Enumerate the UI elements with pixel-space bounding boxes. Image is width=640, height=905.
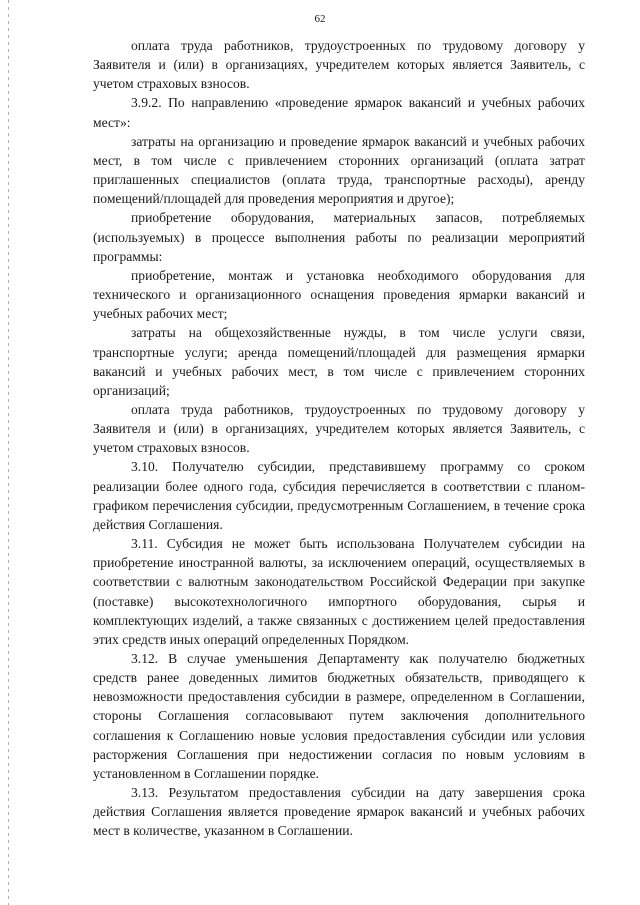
page-number: 62 (314, 13, 326, 25)
paragraph-wage-payment-2: оплата труда работников, трудоустроенных по трудовому договору у Заявителя и (или) в организациях, учредителем которых является Заявитель, с учетом страховых взносов. (93, 401, 585, 456)
paragraph-general-costs: затраты на общехозяйственные нужды, в том числе услуги связи, транспортные услуги; аренда помещений/площадей для размещения ярмарки вакансий и учебных рабочих мест, в том числе с привлечением сторонних организаций; (93, 325, 585, 398)
paragraph-3-12: 3.12. В случае уменьшения Департаменту как получателю бюджетных средств ранее доведенных лимитов бюджетных обязательств, приводящего к невозможности предоставления субсидии в размере, определенном в Соглашении, стороны Соглашения согласовывают путем заключения дополнительного соглашения к Соглашению новые условия предоставления субсидии или условия расторжения Соглашения при недостижении согласия по новым условиям в установленном в Соглашении порядке. (93, 651, 585, 781)
paragraph-organization-costs: затраты на организацию и проведение ярмарок вакансий и учебных рабочих мест, в том числе с привлечением сторонних организаций (оплата затрат приглашенных специалистов (оплата труда, транспортные расходы), аренду помещений/площадей для проведения мероприятия и другое); (93, 133, 585, 207)
scan-edge (8, 0, 9, 905)
paragraph-equipment-purchase: приобретение оборудования, материальных запасов, потребляемых (используемых) в процессе выполнения работы по реализации мероприятий программы: (93, 210, 585, 264)
paragraph-3-13: 3.13. Результатом предоставления субсидии на дату завершения срока действия Соглашения является проведение ярмарок вакансий и учебных рабочих мест в количестве, указанном в Соглашении. (93, 785, 585, 839)
paragraph-3-10: 3.10. Получателю субсидии, представившему программу со сроком реализации более одного года, субсидия перечисляется в соответствии с планом-графиком перечисления субсидии, предусмотренным Соглашением, в течение срока действия Соглашения. (93, 459, 585, 532)
paragraph-wage-payment-1: оплата труда работников, трудоустроенных по трудовому договору у Заявителя и (или) в организациях, учредителем которых является Заявитель, с учетом страховых взносов. (93, 38, 585, 92)
paragraph-3-9-2-heading: 3.9.2. По направлению «проведение ярмарок вакансий и учебных рабочих мест»: (93, 95, 585, 130)
paragraph-3-11: 3.11. Субсидия не может быть использована Получателем субсидии на приобретение иностранной валюты, за исключением операций, осуществляемых в соответствии с валютным законодательством Российской Федерации при закупке (поставке) высокотехнологичного импортного оборудования, сырья и комплектующих изделий, а также связанных с достижением целей предоставления этих средств иных операций определенных Порядком. (93, 536, 585, 647)
document-body (93, 36, 585, 841)
paragraph-equipment-installation: приобретение, монтаж и установка необходимого оборудования для технического и организационного оснащения проведения ярмарки вакансий и учебных рабочих мест; (93, 267, 585, 322)
